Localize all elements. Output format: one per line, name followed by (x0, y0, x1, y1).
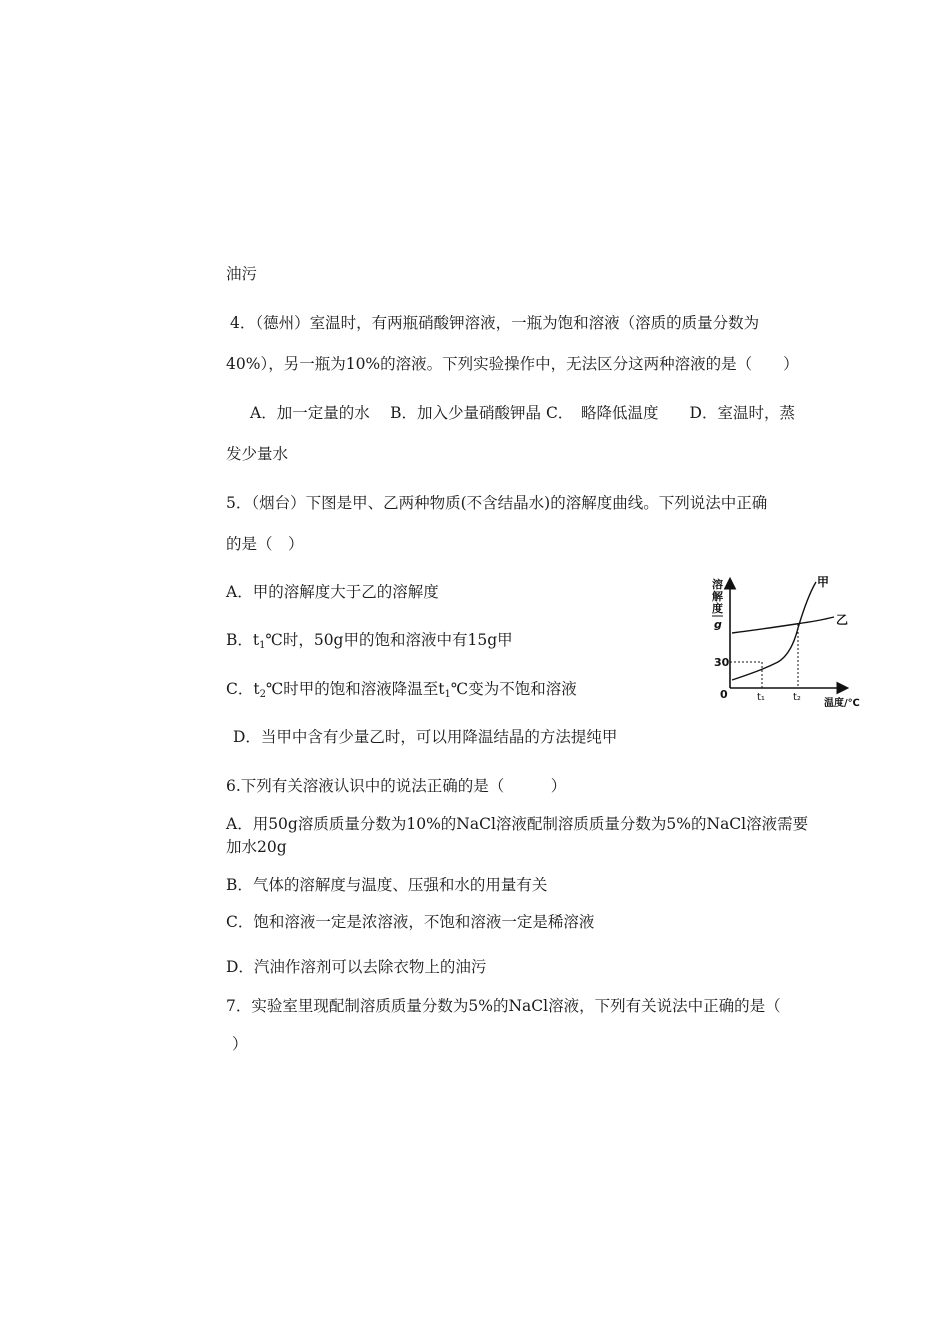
y-label-unit: g (714, 618, 722, 631)
q6-option-c: C．饱和溶液一定是浓溶液，不饱和溶液一定是稀溶液 (226, 913, 595, 931)
q6-option-a-line-1: A．用50g溶质质量分数为10%的NaCl溶液配制溶质质量分数为5%的NaCl溶液需要 (226, 815, 809, 833)
q5-option-d: D．当甲中含有少量乙时，可以用降温结晶的方法提纯甲 (233, 728, 618, 746)
q4-options-line-2: 发少量水 (226, 445, 289, 463)
q5-line-2: 的是（ ） (226, 535, 304, 553)
y-label-char-3: 度 (712, 602, 723, 615)
q4-line-1: 4．（德州）室温时，有两瓶硝酸钾溶液，一瓶为饱和溶液（溶质的质量分数为 (230, 314, 760, 332)
y-label-char-1: 溶 (712, 578, 723, 591)
q6-option-b: B．气体的溶解度与温度、压强和水的用量有关 (226, 876, 548, 894)
x-tick-t2: t₂ (793, 692, 801, 703)
q4-options-line: A．加一定量的水 B．加入少量硝酸钾晶 C． 略降低温度 D．室温时，蒸 (250, 404, 795, 422)
label-yi: 乙 (836, 613, 849, 627)
y-label-char-2: 解 (712, 590, 723, 603)
curve-yi (732, 617, 834, 633)
q4-line-2: 40%），另一瓶为10%的溶液。下列实验操作中，无法区分这两种溶液的是（ ） (226, 355, 799, 373)
q7-line-2: ） (232, 1035, 248, 1053)
q5-option-b: B．$t_1℃$时，50g甲的饱和溶液中有15g甲 (226, 631, 513, 651)
x-tick-t1: t₁ (757, 692, 765, 703)
label-jia: 甲 (817, 575, 830, 589)
q6-option-a-line-2: 加水20g (226, 838, 287, 856)
y-tick-30: 30 (714, 656, 730, 669)
solubility-curve-figure (706, 574, 872, 714)
tail-text: 油污 (226, 265, 258, 283)
q7-line-1: 7．实验室里现配制溶质质量分数为5%的NaCl溶液，下列有关说法中正确的是（ (226, 997, 781, 1015)
q6-line-1: 6.下列有关溶液认识中的说法正确的是（ ） (226, 777, 567, 795)
q5-option-c: C．$t_2℃$时甲的饱和溶液降温至$t_1℃$变为不饱和溶液 (226, 680, 577, 700)
origin-label: 0 (720, 688, 728, 701)
q6-option-d: D．汽油作溶剂可以去除衣物上的油污 (226, 958, 487, 976)
q5-option-a: A．甲的溶解度大于乙的溶解度 (226, 583, 439, 601)
x-label: 温度/℃ (824, 698, 860, 709)
q5-line-1: 5．（烟台）下图是甲、乙两种物质(不含结晶水)的溶解度曲线。下列说法中正确 (226, 494, 768, 512)
